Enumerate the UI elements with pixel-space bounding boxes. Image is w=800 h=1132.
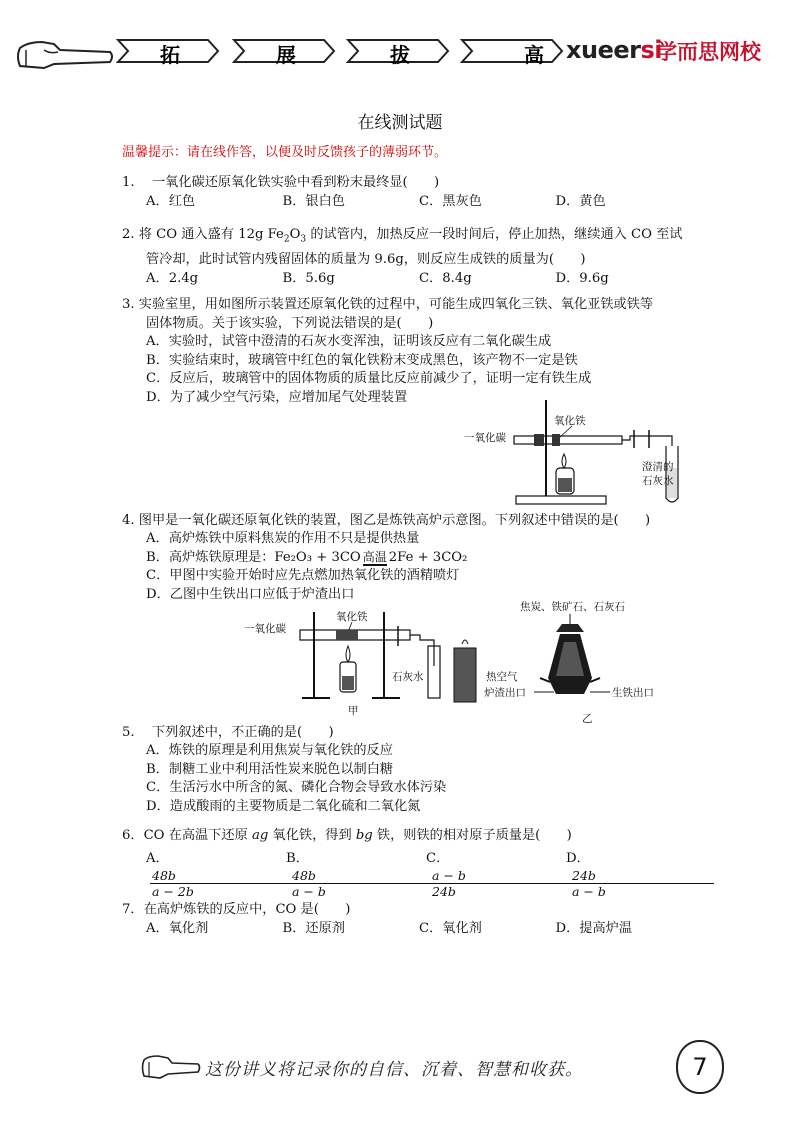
q4-apparatus-figure-jia (244, 606, 480, 718)
fraction: $\frac{a - b}{24b}$ (430, 868, 570, 899)
option-c[interactable]: C．反应后，玻璃管中的固体物质的质量比反应前减少了，证明一定有铁生成 (146, 371, 592, 386)
question-1 (122, 173, 692, 211)
sign-label: 拔 (390, 43, 410, 67)
figure-caption-yi: 乙 (582, 713, 593, 725)
q4-blast-furnace-figure-yi (480, 598, 680, 726)
options-column (122, 742, 692, 816)
option-c[interactable]: C．8.4g (419, 270, 472, 286)
pointing-hand-icon (14, 38, 114, 74)
fraction: $\frac{48b}{a - b}$ (290, 868, 430, 899)
option-b[interactable]: B．还原剂 (282, 921, 345, 936)
option-d[interactable]: D．$\frac{24b}{a - b}$ (566, 849, 706, 899)
option-b[interactable]: B．5.6g (282, 270, 335, 286)
fraction: $\frac{48b}{a - 2b}$ (150, 868, 290, 899)
question-3 (122, 295, 692, 407)
option-d[interactable]: D．乙图中生铁出口应低于炉渣出口 (146, 586, 355, 602)
header-sign-1 (116, 36, 220, 66)
option-a[interactable]: A．红色 (146, 194, 196, 209)
label-pig-iron-outlet: 生铁出口 (612, 687, 654, 699)
options-row (122, 919, 692, 938)
figure-caption-jia: 甲 (348, 705, 359, 717)
label-co: 一氧化碳 (464, 432, 506, 444)
label-lime-water: 石灰水 (392, 671, 424, 683)
option-b[interactable]: B．制糖工业中利用活性炭来脱色以制白糖 (146, 761, 394, 777)
options-column (122, 530, 692, 604)
option-a[interactable]: A．$\frac{48b}{a - 2b}$ (146, 849, 286, 899)
header-sign-4 (460, 36, 564, 66)
options-row (122, 192, 692, 211)
label-co: 一氧化碳 (244, 623, 286, 635)
option-c[interactable]: C．黑灰色 (419, 194, 482, 209)
option-d[interactable]: D．黄色 (555, 194, 606, 209)
equation-right: 2Fe + 3CO₂ (388, 549, 468, 565)
page-title: 在线测试题 (357, 113, 443, 133)
label-lime-water-2: 石灰水 (642, 475, 674, 487)
question-stem: 5. 下列叙述中，不正确的是( ) (122, 725, 334, 740)
warm-tip: 温馨提示：请在线作答，以便及时反馈孩子的薄弱环节。 (122, 145, 448, 160)
header-sign-2 (232, 36, 336, 66)
option-c[interactable]: C．氧化剂 (419, 921, 482, 936)
option-b[interactable]: B．$\frac{48b}{a - b}$ (286, 849, 426, 899)
sign-label: 高 (524, 43, 544, 67)
q3-apparatus-figure (464, 398, 694, 506)
label-lime-water-1: 澄清的 (642, 461, 674, 473)
question-5 (122, 723, 692, 816)
question-2 (122, 225, 692, 288)
options-column (122, 333, 692, 407)
question-stem: 6．CO 在高温下还原 ag 氧化铁，得到 bg 铁，则铁的相对原子质量是( ) (122, 828, 572, 843)
equation-left: Fe₂O₃ + 3CO (274, 549, 361, 565)
option-a[interactable]: A．实验时，试管中澄清的石灰水变浑浊，证明该反应有二氧化碳生成 (146, 334, 552, 349)
fraction: $\frac{24b}{a - b}$ (570, 868, 710, 899)
question-6 (122, 826, 692, 899)
question-stem: 2. 将 CO 通入盛有 12g $Fe_2O_3$ 的试管内，加热反应一段时间后，停止加热，继续通入 CO 至试 (122, 227, 683, 245)
brand-logo-chinese: 学而思网校 (656, 40, 761, 64)
label-furnace-inputs: 焦炭、铁矿石、石灰石 (520, 601, 625, 613)
option-b[interactable]: B．高炉炼铁原理是：Fe₂O₃ + 3CO 高温 2Fe + 3CO₂ (146, 549, 468, 565)
option-a[interactable]: A．高炉炼铁中原料焦炭的作用不只是提供热量 (146, 531, 420, 546)
options-row (122, 269, 692, 288)
option-c[interactable]: C．$\frac{a - b}{24b}$ (426, 849, 566, 899)
label-hot-air: 热空气 (486, 671, 518, 683)
question-stem-continued: 管冷却，此时试管内残留固体的质量为 9.6g，则反应生成铁的质量为( ) (146, 251, 586, 267)
page-header (0, 0, 800, 100)
option-a[interactable]: A．2.4g (146, 270, 199, 286)
option-b[interactable]: B．银白色 (282, 194, 345, 209)
question-4 (122, 511, 692, 604)
label-iron-oxide: 氧化铁 (554, 415, 586, 427)
label-slag-outlet: 炉渣出口 (484, 687, 526, 699)
option-d[interactable]: D．造成酸雨的主要物质是二氧化硫和二氧化氮 (146, 798, 421, 814)
options-row (122, 849, 692, 899)
question-7 (122, 900, 692, 938)
option-c[interactable]: C．甲图中实验开始时应先点燃加热氧化铁的酒精喷灯 (146, 568, 460, 583)
question-stem: 3. 实验室里，用如图所示装置还原氧化铁的过程中，可能生成四氧化三铁、氧化亚铁或铁等 (122, 297, 654, 312)
option-d[interactable]: D．为了减少空气污染，应增加尾气处理装置 (146, 389, 408, 405)
sign-label: 拓 (160, 43, 180, 67)
option-b[interactable]: B．实验结束时，玻璃管中红色的氧化铁粉末变成黑色，该产物不一定是铁 (146, 352, 578, 368)
pointing-hand-icon (140, 1052, 202, 1082)
question-stem: 1. 一氧化碳还原氧化铁实验中看到粉末最终显( ) (122, 175, 440, 190)
footer-motto: 这份讲义将记录你的自信、沉着、智慧和收获。 (205, 1060, 583, 1080)
sign-label: 展 (276, 43, 296, 67)
header-sign-3 (346, 36, 450, 66)
option-c[interactable]: C．生活污水中所含的氮、磷化合物会导致水体污染 (146, 780, 447, 795)
question-stem: 7．在高炉炼铁的反应中，CO 是( ) (122, 902, 351, 917)
question-stem: 4. 图甲是一氧化碳还原氧化铁的装置，图乙是炼铁高炉示意图。下列叙述中错误的是( ) (122, 513, 651, 528)
option-d[interactable]: D．提高炉温 (555, 921, 633, 936)
question-stem-continued: 固体物质。关于该实验，下列说法错误的是( ) (146, 316, 434, 331)
page-number: 7 (676, 1040, 724, 1094)
equation-condition: 高温 (362, 549, 387, 564)
label-iron-oxide: 氧化铁 (336, 611, 368, 623)
option-a[interactable]: A．炼铁的原理是利用焦炭与氧化铁的反应 (146, 743, 393, 758)
brand-logo-latin: xueersi (566, 36, 662, 64)
option-d[interactable]: D．9.6g (555, 270, 609, 286)
option-a[interactable]: A．氧化剂 (146, 921, 209, 936)
